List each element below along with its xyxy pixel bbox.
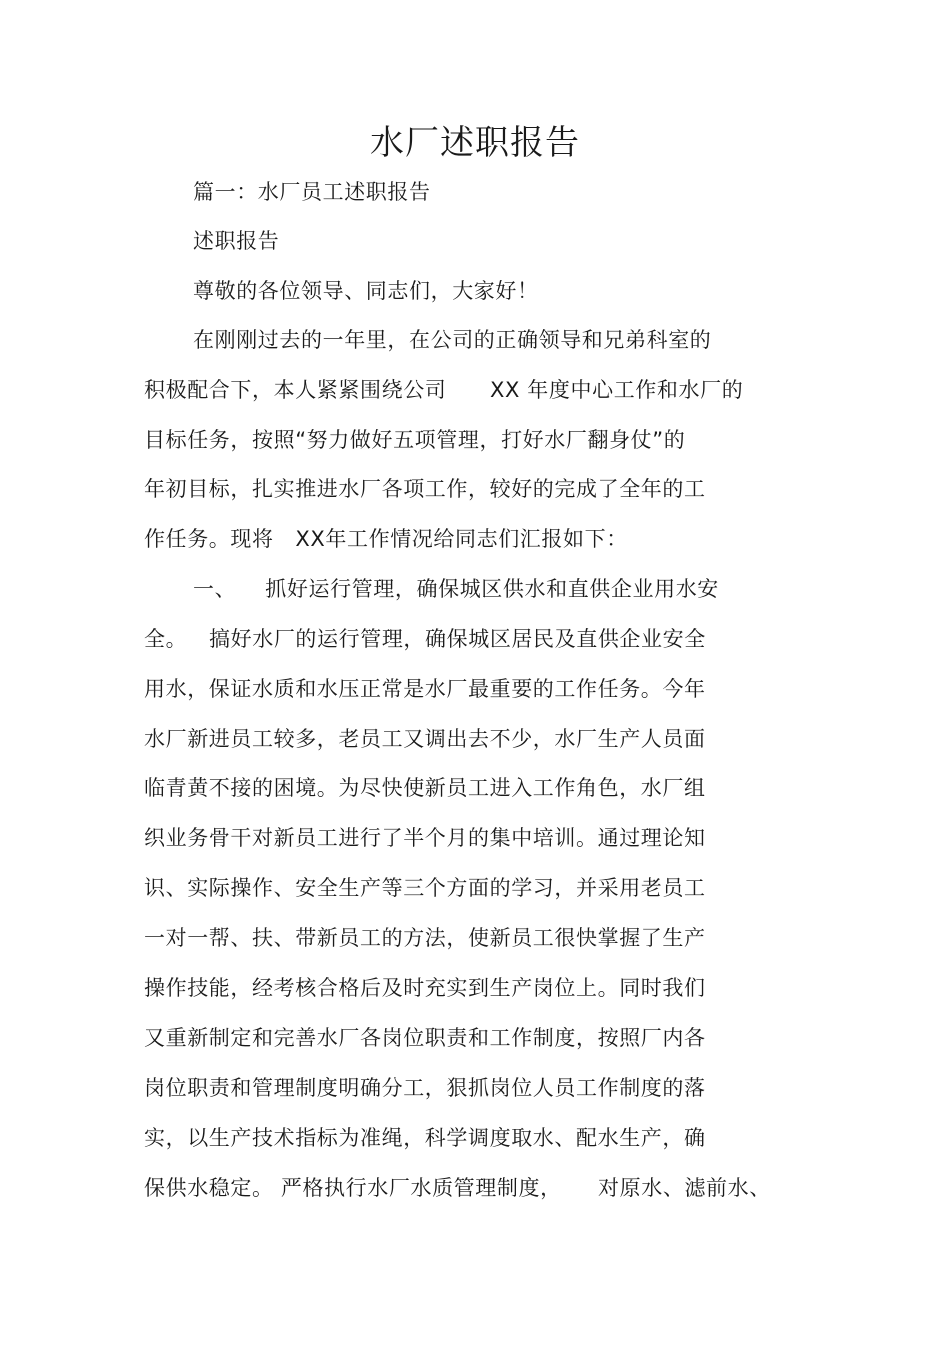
paragraph-line: 保供水稳定。 严格执行水厂水质管理制度， 对原水、滤前水、 [144, 1176, 771, 1200]
paragraph-line: 目标任务，按照“努力做好五项管理，打好水厂翻身仗”的 [144, 428, 686, 452]
greeting-line: 尊敬的各位领导、同志们，大家好！ [193, 279, 539, 303]
paragraph-line: 一对一帮、扶、带新员工的方法，使新员工很快掌握了生产 [144, 926, 706, 950]
paragraph-line: 织业务骨干对新员工进行了半个月的集中培训。通过理论知 [144, 826, 706, 850]
paragraph-line: 一、 抓好运行管理，确保城区供水和直供企业用水安 [193, 577, 719, 601]
paragraph-line: 作任务。现将 XX年工作情况给同志们汇报如下： [144, 527, 628, 551]
paragraph-line: 积极配合下，本人紧紧围绕公司 XX 年度中心工作和水厂的 [144, 378, 744, 402]
paragraph-line: 实，以生产技术指标为准绳，科学调度取水、配水生产，确 [144, 1126, 706, 1150]
paragraph-line: 操作技能，经考核合格后及时充实到生产岗位上。同时我们 [144, 976, 706, 1000]
paragraph-line: 用水，保证水质和水压正常是水厂最重要的工作任务。今年 [144, 677, 706, 701]
paragraph-line: 岗位职责和管理制度明确分工，狠抓岗位人员工作制度的落 [144, 1076, 706, 1100]
paragraph-line: 识、实际操作、安全生产等三个方面的学习，并采用老员工 [144, 876, 706, 900]
report-subtitle: 述职报告 [193, 229, 280, 253]
paragraph-line: 在刚刚过去的一年里，在公司的正确领导和兄弟科室的 [193, 328, 712, 352]
paragraph-line: 年初目标，扎实推进水厂各项工作，较好的完成了全年的工 [144, 477, 706, 501]
section-heading: 篇一：水厂员工述职报告 [193, 180, 431, 204]
paragraph-line: 水厂新进员工较多，老员工又调出去不少，水厂生产人员面 [144, 727, 706, 751]
page-title: 水厂述职报告 [370, 123, 580, 163]
paragraph-line: 全。 搞好水厂的运行管理，确保城区居民及直供企业安全 [144, 627, 706, 651]
paragraph-line: 又重新制定和完善水厂各岗位职责和工作制度，按照厂内各 [144, 1026, 706, 1050]
paragraph-line: 临青黄不接的困境。为尽快使新员工进入工作角色，水厂组 [144, 776, 706, 800]
